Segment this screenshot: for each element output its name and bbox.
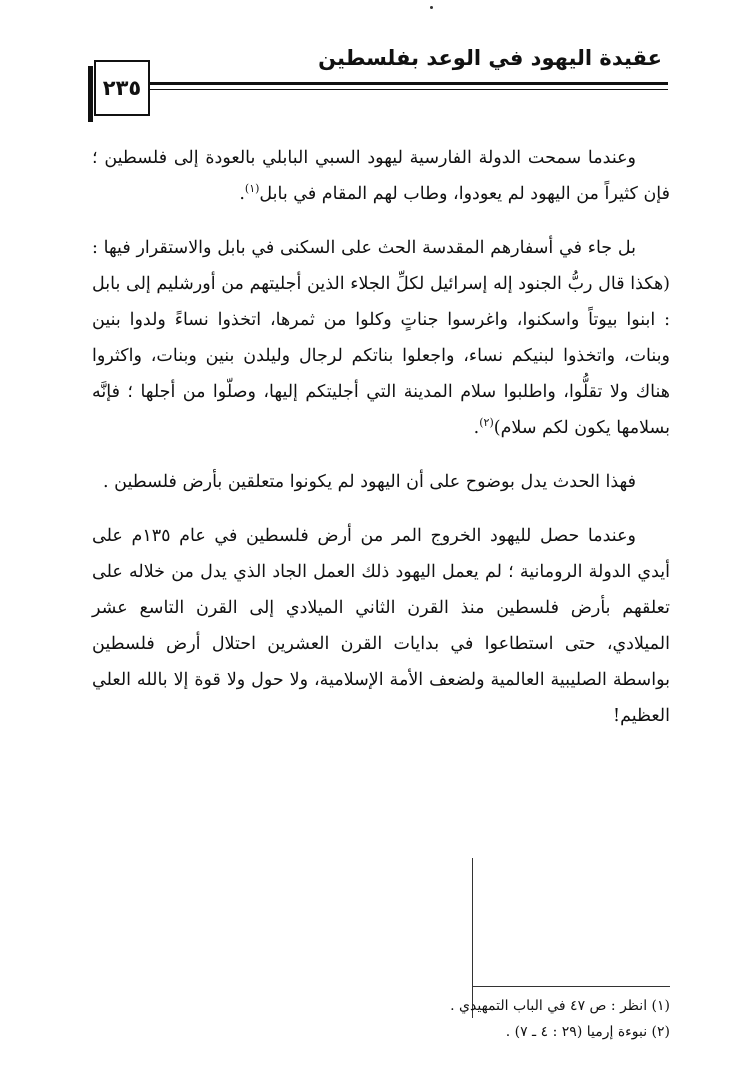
footnote-ref-1: (١): [244, 182, 260, 196]
body-text: [92, 140, 670, 752]
footnotes: [170, 993, 670, 1045]
footnote-2: (٢) نبوءة إرميا (٢٩ : ٤ ـ ٧) .: [505, 1024, 670, 1040]
paragraph-1: وعندما سمحت الدولة الفارسية ليهود السبي البابلي بالعودة إلى فلسطين ؛ فإن كثيراً من اليهود لم يعودوا، وطاب لهم المقام في بابل$^{(١)}$.: [92, 148, 670, 204]
footnote-ref-2: (٢): [479, 416, 494, 430]
paragraph-3: فهذا الحدث يدل بوضوح على أن اليهود لم يكونوا متعلقين بأرض فلسطين .: [103, 472, 636, 492]
header-rule-thick: [148, 82, 668, 85]
header-rule-thin: [148, 89, 668, 90]
page-number: ٢٣٥: [94, 60, 150, 116]
paragraph-2: بل جاء في أسفارهم المقدسة الحث على السكنى في بابل والاستقرار فيها : (هكذا قال ربُّ الجنود إله إسرائيل لكلِّ الجلاء الذين أجليتهم من أورشليم إلى بابل : ابنوا بيوتاً واسكنوا، واغرسوا جناتٍ وكلوا من ثمرها، اتخذوا نساءً ولدوا بنين وبنات، واتخذوا لبنيكم نساء، واجعلوا بناتكم لرجال وليلدن بنين وبنات، واكثروا هناك ولا تقلُّوا، واطلبوا سلام المدينة التي أجليتكم إليها، وصلّوا من أجلها ؛ فإنَّه بسلامها يكون لكم سلام)$^{(٢)}$.: [92, 238, 670, 438]
paragraph-4: وعندما حصل لليهود الخروج المر من أرض فلسطين في عام ١٣٥م على أيدي الدولة الرومانية ؛ لم يعمل اليهود ذلك العمل الجاد الذي يدل من خلاله على تعلقهم بأرض فلسطين منذ القرن الثاني الميلادي إلى القرن التاسع عشر الميلادي، حتى استطاعوا في بدايات القرن العشرين احتلال أرض فلسطين بواسطة الصليبية العالمية ولضعف الأمة الإسلامية، ولا حول ولا قوة إلا بالله العلي العظيم!: [92, 526, 670, 726]
scan-speck: [430, 6, 433, 9]
footnote-divider: [472, 986, 670, 987]
running-header-title: عقيدة اليهود في الوعد بفلسطين: [318, 46, 662, 70]
footnote-1: (١) انظر : ص ٤٧ في الباب التمهيدي .: [450, 998, 670, 1014]
